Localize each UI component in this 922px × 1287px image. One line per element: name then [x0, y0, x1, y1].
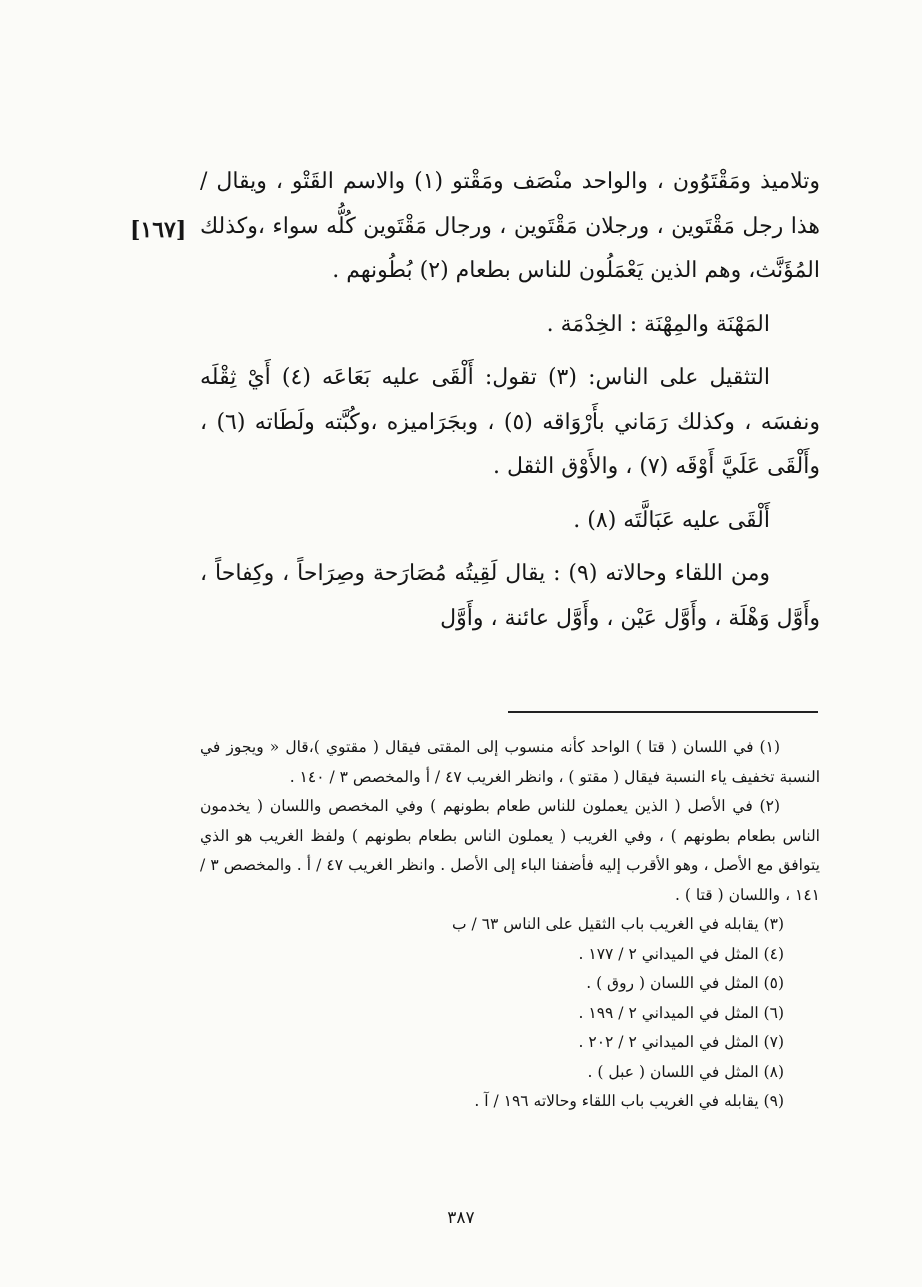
main-paragraph: وتلاميذ ومَقْتَوُون ، والواحد منْصَف ومَقْتو (١) والاسم القَتْو ، ويقال / هذا رجل مَقْتَوين ، ورجلان مَقْتَوين ، ورجال مَقْتَوين كُلُّه سواء ،وكذلك المُؤَنَّث، وهم الذين يَعْمَلُون للناس بطعام (٢) بُطُونهم .	[200, 169, 820, 283]
footnote: (٥) المثل في اللسان ( روق ) .	[586, 974, 784, 992]
footnote-divider	[508, 711, 818, 713]
main-paragraph: المَهْنَة والمِهْنَة : الخِدْمَة .	[546, 311, 770, 337]
footnotes	[200, 733, 820, 1117]
footnote: (٣) يقابله في الغريب باب الثقيل على الناس ٦٣ / ب	[452, 915, 784, 933]
main-text	[200, 160, 820, 641]
footnote: (٩) يقابله في الغريب باب اللقاء وحالاته ١٩٦ / آ .	[474, 1092, 784, 1110]
footnote: (٢) في الأصل ( الذين يعملون للناس طعام بطونهم ) وفي المخصص واللسان ( يخدمون الناس بطعام بطونهم ) ، وفي الغريب ( يعملون الناس بطعام بطونهم ) ولفظ الغريب هو الذي يتوافق مع الأصل ، وهو الأقرب إليه فأضفنا الباء إلى الأصل . وانظر الغريب ٤٧ / أ . والمخصص ٣ / ١٤١ ، واللسان ( قتا ) .	[200, 797, 820, 904]
footnote: (٨) المثل في اللسان ( عبل ) .	[587, 1062, 784, 1081]
page-number: ٣٨٧	[447, 1208, 475, 1228]
footnote: (٤) المثل في الميداني ٢ / ١٧٧ .	[578, 944, 784, 963]
footnote: (٦) المثل في الميداني ٢ / ١٩٩ .	[578, 1003, 784, 1022]
footnote: (٧) المثل في الميداني ٢ / ٢٠٢ .	[578, 1033, 784, 1051]
main-paragraph: التثقيل على الناس: (٣) تقول: أَلْقَى عليه بَعَاعَه (٤) أَيْ ثِقْلَه ونفسَه ، وكذلك رَمَاني بأَرْوَاقه (٥) ، وبجَرَاميزه ،وكُبَّته ولَطَاته (٦) ، وأَلْقَى عَلَيَّ أَوْقَه (٧) ، والأَوْق الثقل .	[200, 365, 820, 479]
footnote: (١) في اللسان ( قتا ) الواحد كأنه منسوب إلى المقتى فيقال ( مقتوي )،قال « ويجوز في النسبة تخفيف ياء النسبة فيقال ( مقتو ) ، وانظر الغريب ٤٧ / أ والمخصص ٣ / ١٤٠ .	[200, 738, 820, 786]
main-paragraph: أَلْقَى عليه عَبَالَّتَه (٨) .	[573, 507, 770, 533]
margin-page-marker: [١٦٧]	[130, 217, 187, 243]
main-paragraph: ومن اللقاء وحالاته (٩) : يقال لَقِيتُه مُصَارَحة وصِرَاحاً ، وكِفاحاً ، وأَوَّل وَهْلَة ، وأَوَّل عَيْن ، وأَوَّل عائنة ، وأَوَّل	[200, 561, 820, 631]
